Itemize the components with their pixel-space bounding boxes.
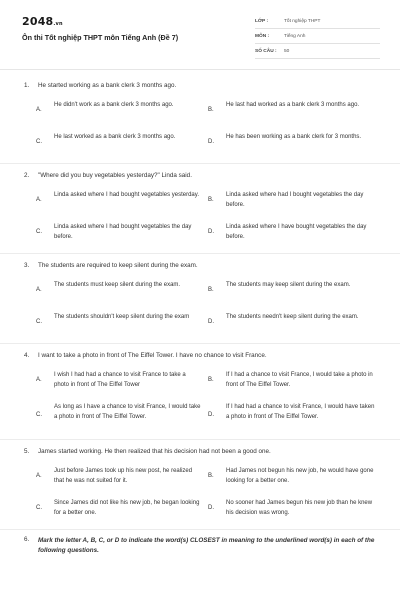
option-text: Linda asked where I had bought vegetables yesterday. (54, 192, 199, 198)
option-d[interactable] (208, 397, 380, 435)
option-b[interactable] (208, 95, 380, 127)
option-text: He has been working as a bank clerk for 3 months. (226, 134, 362, 140)
option-text: He last had worked as a bank clerk 3 months ago. (226, 102, 360, 108)
option-letter: C. (36, 505, 42, 511)
option-text: If I had a chance to visit France, I would take a photo in front of The Eiffel Tower. (226, 372, 373, 388)
option-letter: D. (208, 505, 214, 511)
option-c[interactable] (36, 217, 204, 249)
option-text: Linda asked where had I bought vegetables the day before. (226, 192, 364, 208)
logo-main: 2048 (22, 15, 54, 28)
question-number: 6. (24, 536, 30, 543)
question-number: 1. (24, 81, 30, 89)
question-stem (0, 348, 400, 362)
question-divider (0, 529, 400, 530)
question-4 (0, 348, 400, 440)
option-a[interactable] (36, 365, 204, 397)
question-divider (0, 253, 400, 254)
option-letter: B. (208, 473, 214, 479)
option-c[interactable] (36, 493, 204, 525)
option-row (0, 307, 400, 339)
option-text: He didn't work as a bank clerk 3 months ago. (54, 102, 174, 108)
meta-key: LỚP : (255, 18, 269, 24)
option-letter: C. (36, 139, 42, 145)
option-b[interactable] (208, 275, 380, 307)
option-a[interactable] (36, 95, 204, 127)
option-letter: A. (36, 377, 42, 383)
question-text: The students are required to keep silent during the exam. (38, 261, 198, 269)
option-c[interactable] (36, 307, 204, 339)
meta-value: Tốt nghiệp THPT (284, 18, 321, 24)
question-stem (0, 534, 400, 558)
option-text: He last worked as a bank clerk 3 months ago. (54, 134, 176, 140)
option-letter: A. (36, 107, 42, 113)
option-b[interactable] (208, 365, 380, 397)
option-b[interactable] (208, 461, 380, 493)
question-instruction: Mark the letter A, B, C, or D to indicate the word(s) CLOSEST in meaning to the underlined word(s) in each of the following questions. (38, 537, 375, 554)
option-text: The students needn't keep silent during the exam. (226, 314, 359, 320)
option-d[interactable] (208, 217, 380, 249)
question-text: He started working as a bank clerk 3 months ago. (38, 81, 177, 89)
option-d[interactable] (208, 493, 380, 525)
question-divider (0, 439, 400, 440)
page-header (0, 0, 400, 64)
option-letter: D. (208, 412, 214, 418)
option-text: The students shouldn't keep silent during the exam (54, 314, 190, 320)
option-text: No sooner had James begun his new job than he knew his decision was wrong. (226, 500, 373, 516)
option-d[interactable] (208, 307, 380, 339)
option-letter: B. (208, 197, 214, 203)
option-text: Had James not begun his new job, he would have gone looking for a better one. (226, 468, 374, 484)
option-letter: D. (208, 229, 214, 235)
question-text: "Where did you buy vegetables yesterday?" Linda said. (38, 171, 192, 179)
option-row (0, 493, 400, 525)
question-text: I want to take a photo in front of The Eiffel Tower. I have no chance to visit France. (38, 351, 267, 359)
option-c[interactable] (36, 127, 204, 159)
option-row (0, 397, 400, 435)
logo-suffix: .vn (53, 21, 63, 27)
site-logo[interactable] (22, 15, 63, 28)
option-letter: A. (36, 287, 42, 293)
question-6 (0, 534, 400, 558)
meta-value: 50 (284, 48, 290, 54)
option-text: Linda asked where I have bought vegetables the day before. (226, 224, 367, 240)
option-row (0, 365, 400, 397)
meta-row-class (255, 14, 380, 29)
question-number: 4. (24, 351, 30, 359)
option-letter: A. (36, 473, 42, 479)
option-letter: C. (36, 319, 42, 325)
option-c[interactable] (36, 397, 204, 435)
option-letter: B. (208, 287, 214, 293)
option-a[interactable] (36, 275, 204, 307)
question-text: James started working. He then realized that his decision had not been a good one. (38, 447, 271, 455)
option-text: Since James did not like his new job, he began looking for a better one. (54, 500, 200, 516)
meta-key: SỐ CÂU : (255, 48, 277, 54)
option-text: The students must keep silent during the exam. (54, 282, 181, 288)
option-row (0, 275, 400, 307)
option-letter: A. (36, 197, 42, 203)
option-a[interactable] (36, 185, 204, 217)
question-list (0, 78, 400, 558)
meta-row-subject (255, 29, 380, 44)
question-stem (0, 168, 400, 182)
meta-key: MÔN : (255, 33, 270, 39)
option-row (0, 461, 400, 493)
question-stem (0, 258, 400, 272)
option-row (0, 185, 400, 217)
option-text: If I had had a chance to visit France, I would have taken a photo in front of The Eiffel Tower. (226, 404, 375, 420)
header-divider (0, 69, 400, 70)
option-d[interactable] (208, 127, 380, 159)
question-number: 2. (24, 171, 30, 179)
document-title: Ôn thi Tốt nghiệp THPT môn Tiếng Anh (Đề 7) (22, 33, 179, 42)
meta-row-count (255, 44, 380, 59)
question-stem (0, 78, 400, 92)
option-text: The students may keep silent during the exam. (226, 282, 351, 288)
question-divider (0, 163, 400, 164)
question-stem (0, 444, 400, 458)
question-5 (0, 444, 400, 530)
option-letter: D. (208, 139, 214, 145)
option-text: As long as I have a chance to visit France, I would take a photo in front of The Eiffel Tower. (54, 404, 201, 420)
option-letter: C. (36, 412, 42, 418)
option-text: Just before James took up his new post, he realized that he was not suited for it. (54, 468, 193, 484)
question-3 (0, 258, 400, 344)
exam-meta-table (255, 14, 380, 59)
option-a[interactable] (36, 461, 204, 493)
option-row (0, 217, 400, 249)
question-divider (0, 343, 400, 344)
option-row (0, 95, 400, 127)
option-row (0, 127, 400, 159)
option-text: Linda asked where I had bought vegetables the day before. (54, 224, 192, 240)
meta-value: Tiếng Anh (284, 33, 306, 39)
question-number: 5. (24, 447, 30, 455)
option-letter: C. (36, 229, 42, 235)
question-2 (0, 168, 400, 254)
option-letter: B. (208, 107, 214, 113)
question-number: 3. (24, 261, 30, 269)
option-letter: D. (208, 319, 214, 325)
option-b[interactable] (208, 185, 380, 217)
option-letter: B. (208, 377, 214, 383)
question-1 (0, 78, 400, 164)
option-text: I wish I had had a chance to visit France to take a photo in front of The Eiffel Tower (54, 372, 186, 388)
